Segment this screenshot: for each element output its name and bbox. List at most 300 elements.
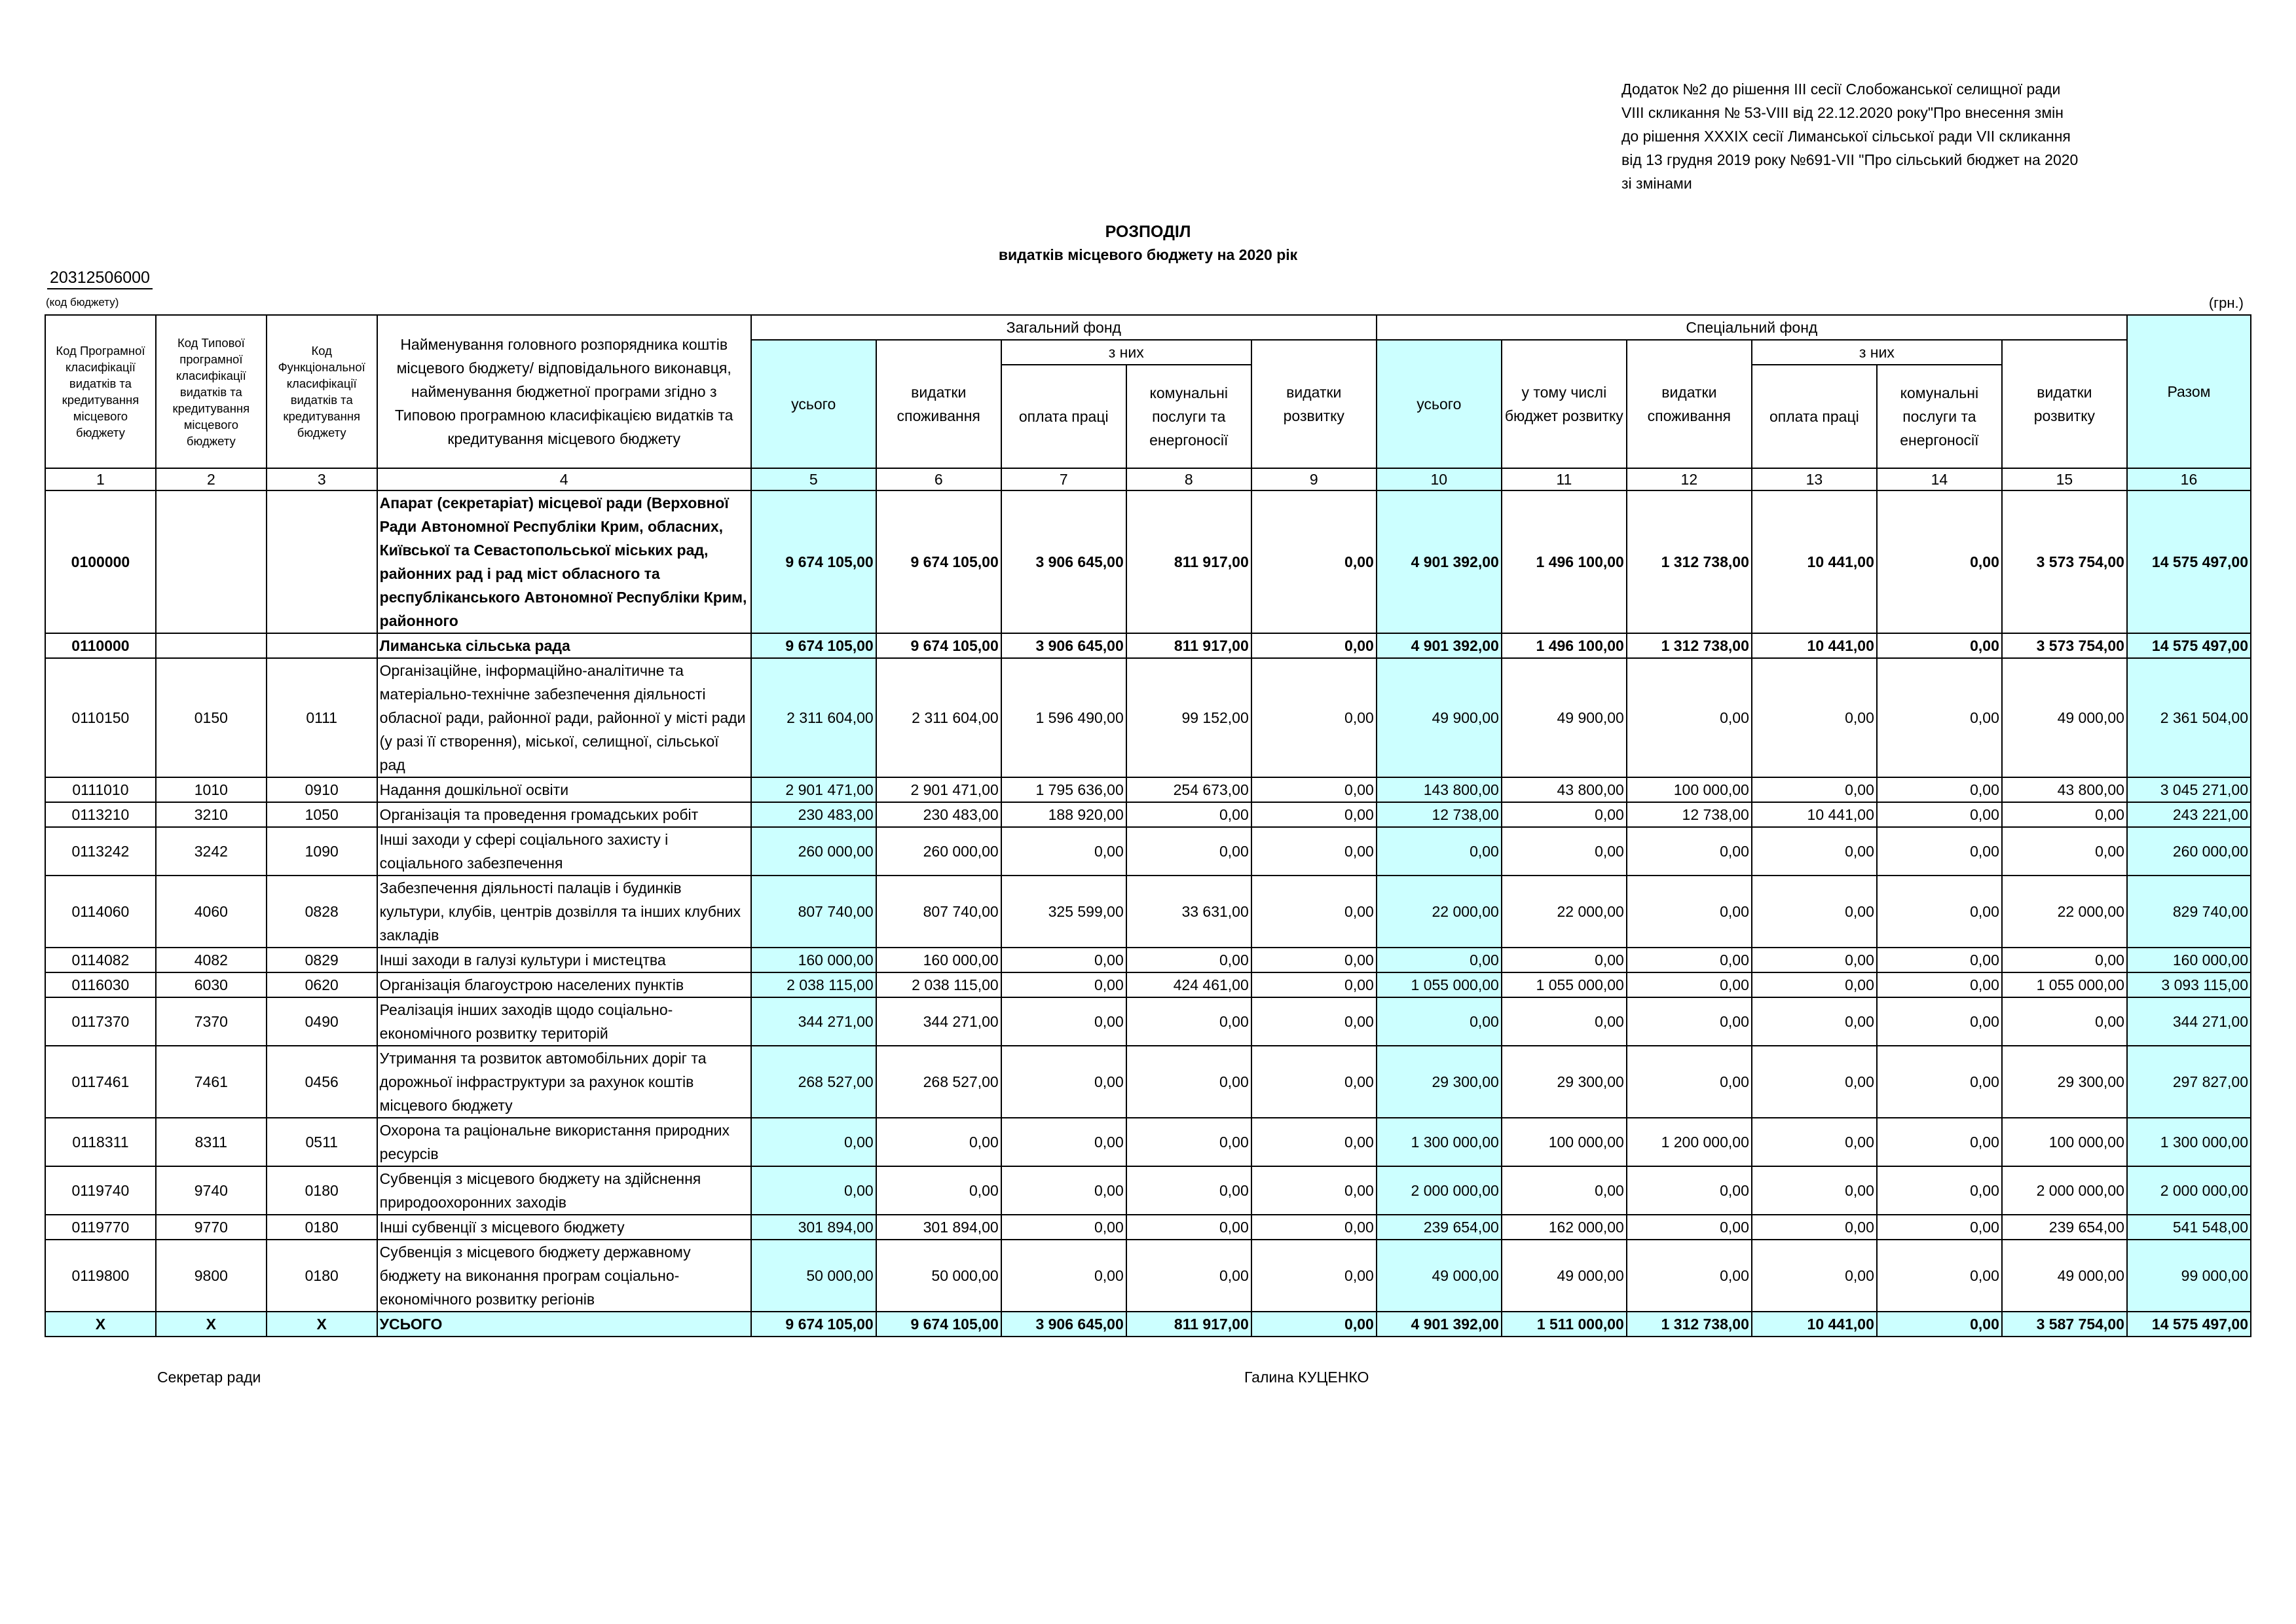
- cell-amount: 9 674 105,00: [876, 633, 1001, 658]
- header-sf-consumption: видатки споживання: [1627, 340, 1752, 468]
- cell-amount: 0,00: [1627, 1240, 1752, 1312]
- header-ktpk: Код Типової програмної класифікації видатків та кредитування місцевого бюджету: [156, 315, 267, 468]
- total-row: [45, 1312, 2251, 1337]
- column-number: 6: [876, 468, 1001, 490]
- expenditure-table: [45, 314, 2251, 1337]
- cell-program-name: Надання дошкільної освіти: [377, 777, 751, 802]
- cell-amount: 811 917,00: [1126, 633, 1251, 658]
- cell-amount: 260 000,00: [876, 827, 1001, 876]
- cell-kpk: 0100000: [45, 490, 156, 633]
- table-row: [45, 948, 2251, 972]
- cell-amount: 2 000 000,00: [1377, 1166, 1502, 1215]
- cell-program-name: Апарат (секретаріат) місцевої ради (Верховної Ради Автономної Республіки Крим, обласних, Київської та Севастопольської міських рад, районних рад і рад міст обласного та республіканського Автономної Республіки Крим, районного: [377, 490, 751, 633]
- cell-amount: 0,00: [1126, 1166, 1251, 1215]
- cell-amount: 0,00: [1877, 658, 2002, 777]
- cell-amount: 1 300 000,00: [2127, 1118, 2251, 1166]
- cell-kpk: 0114082: [45, 948, 156, 972]
- cell-kfk: [267, 633, 377, 658]
- table-row: [45, 972, 2251, 997]
- column-number: 15: [2002, 468, 2127, 490]
- cell-amount: 49 900,00: [1377, 658, 1502, 777]
- cell-amount: 0,00: [1377, 997, 1502, 1046]
- cell-amount: 541 548,00: [2127, 1215, 2251, 1240]
- cell-amount: 0,00: [1752, 876, 1877, 948]
- cell-kfk: 1050: [267, 802, 377, 827]
- cell-amount: 0,00: [1001, 1166, 1126, 1215]
- header-sf-wages: оплата праці: [1752, 365, 1877, 468]
- cell-amount: 0,00: [1001, 1118, 1126, 1166]
- cell-amount: 4 901 392,00: [1377, 633, 1502, 658]
- cell-amount: 29 300,00: [1377, 1046, 1502, 1118]
- cell-amount: 49 900,00: [1502, 658, 1627, 777]
- header-gf-utilities: комунальні послуги та енергоносії: [1126, 365, 1251, 468]
- cell-amount: 811 917,00: [1126, 490, 1251, 633]
- cell-amount: 50 000,00: [876, 1240, 1001, 1312]
- cell-ktpk: 8311: [156, 1118, 267, 1166]
- cell-amount: 1 312 738,00: [1627, 490, 1752, 633]
- column-number: 13: [1752, 468, 1877, 490]
- table-row: [45, 1166, 2251, 1215]
- cell-amount: 2 311 604,00: [876, 658, 1001, 777]
- cell-amount: 0,00: [1377, 948, 1502, 972]
- budget-code: 20312506000: [47, 268, 153, 289]
- cell-amount: 230 483,00: [876, 802, 1001, 827]
- cell-amount: 0,00: [1251, 658, 1377, 777]
- header-gf-wages: оплата праці: [1001, 365, 1126, 468]
- cell-ktpk: 9740: [156, 1166, 267, 1215]
- column-number: 1: [45, 468, 156, 490]
- cell-amount: 0,00: [1001, 972, 1126, 997]
- decree-line: VІІІ скликання № 53-VІІІ від 22.12.2020 року"Про внесення змін: [1621, 104, 2064, 121]
- cell-amount: 0,00: [1877, 1240, 2002, 1312]
- cell-kpk: 0110000: [45, 633, 156, 658]
- cell-amount: 1 312 738,00: [1627, 633, 1752, 658]
- cell-amount: 0,00: [1126, 997, 1251, 1046]
- cell-ktpk: [156, 490, 267, 633]
- table-row: [45, 802, 2251, 827]
- header-sf-total: усього: [1377, 340, 1502, 468]
- cell-amount: 1 055 000,00: [1502, 972, 1627, 997]
- cell-amount: 0,00: [1752, 827, 1877, 876]
- cell-amount: 0,00: [1627, 1046, 1752, 1118]
- cell-amount: 143 800,00: [1377, 777, 1502, 802]
- cell-amount: 0,00: [1877, 1215, 2002, 1240]
- cell-amount: 2 038 115,00: [751, 972, 876, 997]
- header-gf-consumption: видатки споживання: [876, 340, 1001, 468]
- cell-amount: 0,00: [1877, 802, 2002, 827]
- cell-amount: 9 674 105,00: [751, 633, 876, 658]
- cell-amount: 268 527,00: [751, 1046, 876, 1118]
- cell-program-name: Організація та проведення громадських робіт: [377, 802, 751, 827]
- cell-amount: 49 000,00: [2002, 1240, 2127, 1312]
- cell-amount: 0,00: [1752, 948, 1877, 972]
- cell-amount: 829 740,00: [2127, 876, 2251, 948]
- cell-ktpk: 9770: [156, 1215, 267, 1240]
- cell-amount: 0,00: [1251, 876, 1377, 948]
- cell-amount: 230 483,00: [751, 802, 876, 827]
- cell-amount: 0,00: [1001, 1046, 1126, 1118]
- cell-amount: 0,00: [1251, 1240, 1377, 1312]
- table-row: [45, 1215, 2251, 1240]
- cell-amount: 0,00: [1251, 997, 1377, 1046]
- cell-kfk: X: [267, 1312, 377, 1337]
- cell-amount: 0,00: [1502, 948, 1627, 972]
- cell-amount: 0,00: [1752, 1215, 1877, 1240]
- cell-amount: 2 000 000,00: [2002, 1166, 2127, 1215]
- cell-amount: 0,00: [1627, 827, 1752, 876]
- cell-program-name: Реалізація інших заходів щодо соціально-економічного розвитку територій: [377, 997, 751, 1046]
- cell-program-name: Утримання та розвиток автомобільних доріг та дорожньої інфраструктури за рахунок коштів місцевого бюджету: [377, 1046, 751, 1118]
- cell-amount: 12 738,00: [1377, 802, 1502, 827]
- cell-amount: 0,00: [1627, 997, 1752, 1046]
- cell-amount: 2 901 471,00: [751, 777, 876, 802]
- decree-line: зі змінами: [1621, 175, 1692, 192]
- cell-amount: 424 461,00: [1126, 972, 1251, 997]
- header-general-fund: Загальний фонд: [751, 315, 1377, 340]
- cell-amount: 0,00: [1251, 1215, 1377, 1240]
- cell-amount: 10 441,00: [1752, 802, 1877, 827]
- cell-amount: 0,00: [1627, 658, 1752, 777]
- cell-amount: 0,00: [1251, 777, 1377, 802]
- cell-amount: 50 000,00: [751, 1240, 876, 1312]
- column-number: 2: [156, 468, 267, 490]
- cell-program-name: Забезпечення діяльності палаців i будинків культури, клубів, центрів дозвілля та iнших клубних закладів: [377, 876, 751, 948]
- cell-amount: 3 906 645,00: [1001, 1312, 1126, 1337]
- cell-amount: 14 575 497,00: [2127, 633, 2251, 658]
- decree-line: від 13 грудня 2019 року №691-VІІ "Про сільський бюджет на 2020: [1621, 151, 2079, 168]
- cell-amount: 43 800,00: [2002, 777, 2127, 802]
- cell-amount: 1 055 000,00: [2002, 972, 2127, 997]
- cell-amount: 239 654,00: [2002, 1215, 2127, 1240]
- cell-kpk: X: [45, 1312, 156, 1337]
- cell-kpk: 0117370: [45, 997, 156, 1046]
- cell-amount: 0,00: [1251, 972, 1377, 997]
- cell-amount: 9 674 105,00: [876, 490, 1001, 633]
- header-sf-of-which: з них: [1752, 340, 2002, 365]
- cell-amount: 807 740,00: [876, 876, 1001, 948]
- cell-amount: 0,00: [1752, 972, 1877, 997]
- cell-amount: 3 045 271,00: [2127, 777, 2251, 802]
- cell-kfk: 0829: [267, 948, 377, 972]
- cell-amount: 344 271,00: [2127, 997, 2251, 1046]
- table-row: [45, 633, 2251, 658]
- header-sf-development: видатки розвитку: [2002, 340, 2127, 468]
- cell-amount: 0,00: [2002, 948, 2127, 972]
- budget-code-label: (код бюджету): [46, 296, 119, 308]
- cell-ktpk: [156, 633, 267, 658]
- cell-amount: 9 674 105,00: [751, 1312, 876, 1337]
- cell-amount: 4 901 392,00: [1377, 1312, 1502, 1337]
- cell-kfk: 0111: [267, 658, 377, 777]
- cell-kfk: 1090: [267, 827, 377, 876]
- cell-amount: 0,00: [1251, 802, 1377, 827]
- cell-amount: 297 827,00: [2127, 1046, 2251, 1118]
- cell-ktpk: 6030: [156, 972, 267, 997]
- cell-kfk: 0511: [267, 1118, 377, 1166]
- column-number: 12: [1627, 468, 1752, 490]
- cell-amount: 3 906 645,00: [1001, 490, 1126, 633]
- table-row: [45, 997, 2251, 1046]
- cell-amount: 160 000,00: [2127, 948, 2251, 972]
- cell-ktpk: 3210: [156, 802, 267, 827]
- cell-amount: 9 674 105,00: [876, 1312, 1001, 1337]
- table-body: [45, 490, 2251, 1337]
- cell-amount: 0,00: [1126, 802, 1251, 827]
- cell-kpk: 0114060: [45, 876, 156, 948]
- cell-amount: 49 000,00: [2002, 658, 2127, 777]
- header-gf-total: усього: [751, 340, 876, 468]
- cell-amount: 0,00: [751, 1118, 876, 1166]
- header-sf-utilities: комунальні послуги та енергоносії: [1877, 365, 2002, 468]
- cell-amount: 0,00: [1627, 1215, 1752, 1240]
- column-number: 9: [1251, 468, 1377, 490]
- cell-amount: 100 000,00: [1502, 1118, 1627, 1166]
- cell-amount: 22 000,00: [2002, 876, 2127, 948]
- decree-note: [1621, 77, 2276, 195]
- cell-amount: 0,00: [1377, 827, 1502, 876]
- cell-amount: 0,00: [1251, 633, 1377, 658]
- cell-amount: 0,00: [1126, 1215, 1251, 1240]
- column-number: 16: [2127, 468, 2251, 490]
- cell-amount: 0,00: [1001, 997, 1126, 1046]
- page-title: РОЗПОДІЛ: [1105, 223, 1191, 241]
- cell-amount: 0,00: [1752, 1240, 1877, 1312]
- cell-amount: 99 000,00: [2127, 1240, 2251, 1312]
- column-number: 5: [751, 468, 876, 490]
- cell-program-name: Лиманська сільська рада: [377, 633, 751, 658]
- table-row: [45, 658, 2251, 777]
- cell-ktpk: 3242: [156, 827, 267, 876]
- cell-amount: 12 738,00: [1627, 802, 1752, 827]
- cell-amount: 0,00: [1627, 972, 1752, 997]
- cell-amount: 268 527,00: [876, 1046, 1001, 1118]
- cell-kpk: 0118311: [45, 1118, 156, 1166]
- cell-amount: 1 312 738,00: [1627, 1312, 1752, 1337]
- cell-kfk: 0456: [267, 1046, 377, 1118]
- cell-amount: 0,00: [876, 1118, 1001, 1166]
- cell-kfk: 0180: [267, 1166, 377, 1215]
- cell-kfk: 0180: [267, 1240, 377, 1312]
- cell-kfk: 0180: [267, 1215, 377, 1240]
- header-sum: Разом: [2127, 315, 2251, 468]
- cell-amount: 0,00: [1502, 827, 1627, 876]
- cell-amount: 301 894,00: [751, 1215, 876, 1240]
- cell-kfk: [267, 490, 377, 633]
- cell-amount: 0,00: [1877, 972, 2002, 997]
- cell-amount: 3 573 754,00: [2002, 490, 2127, 633]
- column-number-row: [45, 468, 2251, 490]
- cell-amount: 29 300,00: [2002, 1046, 2127, 1118]
- cell-kfk: 0910: [267, 777, 377, 802]
- cell-amount: 0,00: [1251, 948, 1377, 972]
- cell-kpk: 0119740: [45, 1166, 156, 1215]
- cell-amount: 0,00: [1502, 997, 1627, 1046]
- cell-amount: 4 901 392,00: [1377, 490, 1502, 633]
- cell-amount: 0,00: [1251, 827, 1377, 876]
- cell-amount: 1 200 000,00: [1627, 1118, 1752, 1166]
- cell-ktpk: 7461: [156, 1046, 267, 1118]
- cell-amount: 160 000,00: [751, 948, 876, 972]
- cell-amount: 1 300 000,00: [1377, 1118, 1502, 1166]
- cell-program-name: Інші заходи в галузі культури і мистецтва: [377, 948, 751, 972]
- cell-kpk: 0119770: [45, 1215, 156, 1240]
- table-row: [45, 490, 2251, 633]
- cell-amount: 0,00: [1877, 1118, 2002, 1166]
- signature-position: Секретар ради: [157, 1369, 261, 1386]
- cell-amount: 0,00: [2002, 802, 2127, 827]
- table-row: [45, 1046, 2251, 1118]
- column-number: 10: [1377, 468, 1502, 490]
- cell-amount: 3 573 754,00: [2002, 633, 2127, 658]
- cell-amount: 2 901 471,00: [876, 777, 1001, 802]
- cell-amount: 0,00: [1752, 1118, 1877, 1166]
- cell-amount: 301 894,00: [876, 1215, 1001, 1240]
- cell-program-name: Організаційне, інформаційно-аналітичне та матеріально-технічне забезпечення діяльності обласної ради, районної ради, районної у місті ради (у разі її створення), міської, селищної, сільської рад: [377, 658, 751, 777]
- cell-kfk: 0490: [267, 997, 377, 1046]
- cell-amount: 0,00: [1877, 1312, 2002, 1337]
- cell-amount: 29 300,00: [1502, 1046, 1627, 1118]
- header-special-fund: Спеціальний фонд: [1377, 315, 2127, 340]
- cell-amount: 0,00: [1877, 1046, 2002, 1118]
- cell-amount: 0,00: [1502, 802, 1627, 827]
- cell-amount: 0,00: [1752, 997, 1877, 1046]
- cell-program-name: УСЬОГО: [377, 1312, 751, 1337]
- cell-amount: 100 000,00: [1627, 777, 1752, 802]
- cell-program-name: Охорона та раціональне використання природних ресурсів: [377, 1118, 751, 1166]
- header-gf-of-which: з них: [1001, 340, 1251, 365]
- cell-amount: 254 673,00: [1126, 777, 1251, 802]
- column-number: 4: [377, 468, 751, 490]
- table-row: [45, 777, 2251, 802]
- cell-kpk: 0113242: [45, 827, 156, 876]
- cell-amount: 162 000,00: [1502, 1215, 1627, 1240]
- cell-amount: 1 596 490,00: [1001, 658, 1126, 777]
- cell-amount: 10 441,00: [1752, 490, 1877, 633]
- cell-amount: 0,00: [1627, 948, 1752, 972]
- cell-amount: 49 000,00: [1502, 1240, 1627, 1312]
- column-number: 8: [1126, 468, 1251, 490]
- cell-amount: 1 496 100,00: [1502, 490, 1627, 633]
- cell-amount: 14 575 497,00: [2127, 1312, 2251, 1337]
- cell-kpk: 0116030: [45, 972, 156, 997]
- cell-amount: 0,00: [1877, 997, 2002, 1046]
- cell-amount: 2 361 504,00: [2127, 658, 2251, 777]
- cell-amount: 1 795 636,00: [1001, 777, 1126, 802]
- cell-kfk: 0620: [267, 972, 377, 997]
- cell-amount: 0,00: [1877, 490, 2002, 633]
- cell-amount: 1 496 100,00: [1502, 633, 1627, 658]
- cell-amount: 0,00: [1126, 948, 1251, 972]
- header-kfk: Код Функціональної класифікації видатків та кредитування бюджету: [267, 315, 377, 468]
- cell-amount: 239 654,00: [1377, 1215, 1502, 1240]
- cell-kpk: 0111010: [45, 777, 156, 802]
- column-number: 3: [267, 468, 377, 490]
- cell-amount: 3 587 754,00: [2002, 1312, 2127, 1337]
- cell-amount: 0,00: [1251, 1118, 1377, 1166]
- cell-amount: 2 000 000,00: [2127, 1166, 2251, 1215]
- cell-program-name: Інші заходи у сфері соціального захисту і соціального забезпечення: [377, 827, 751, 876]
- cell-amount: 807 740,00: [751, 876, 876, 948]
- cell-amount: 0,00: [1001, 827, 1126, 876]
- cell-amount: 0,00: [2002, 997, 2127, 1046]
- cell-amount: 10 441,00: [1752, 633, 1877, 658]
- cell-amount: 160 000,00: [876, 948, 1001, 972]
- cell-amount: 0,00: [1752, 658, 1877, 777]
- cell-program-name: Субвенція з місцевого бюджету на здійснення природоохоронних заходів: [377, 1166, 751, 1215]
- cell-amount: 0,00: [1877, 876, 2002, 948]
- cell-ktpk: X: [156, 1312, 267, 1337]
- cell-amount: 0,00: [1627, 1166, 1752, 1215]
- cell-amount: 43 800,00: [1502, 777, 1627, 802]
- table-row: [45, 827, 2251, 876]
- cell-amount: 0,00: [1877, 777, 2002, 802]
- cell-kpk: 0113210: [45, 802, 156, 827]
- column-number: 14: [1877, 468, 2002, 490]
- header-gf-development: видатки розвитку: [1251, 340, 1377, 468]
- cell-amount: 0,00: [1126, 1118, 1251, 1166]
- header-kpk: Код Програмної класифікації видатків та кредитування місцевого бюджету: [45, 315, 156, 468]
- cell-amount: 1 511 000,00: [1502, 1312, 1627, 1337]
- cell-amount: 0,00: [1001, 1240, 1126, 1312]
- cell-amount: 344 271,00: [751, 997, 876, 1046]
- cell-ktpk: 0150: [156, 658, 267, 777]
- cell-amount: 22 000,00: [1377, 876, 1502, 948]
- cell-amount: 0,00: [1126, 1046, 1251, 1118]
- cell-amount: 22 000,00: [1502, 876, 1627, 948]
- cell-amount: 0,00: [1126, 827, 1251, 876]
- cell-amount: 0,00: [1502, 1166, 1627, 1215]
- cell-amount: 260 000,00: [2127, 827, 2251, 876]
- signature-name: Галина КУЦЕНКО: [1244, 1369, 1369, 1386]
- cell-amount: 0,00: [1752, 1046, 1877, 1118]
- cell-kpk: 0119800: [45, 1240, 156, 1312]
- cell-amount: 0,00: [751, 1166, 876, 1215]
- cell-amount: 0,00: [1627, 876, 1752, 948]
- cell-amount: 811 917,00: [1126, 1312, 1251, 1337]
- cell-amount: 188 920,00: [1001, 802, 1126, 827]
- cell-amount: 99 152,00: [1126, 658, 1251, 777]
- cell-amount: 0,00: [1251, 1166, 1377, 1215]
- cell-amount: 3 906 645,00: [1001, 633, 1126, 658]
- cell-amount: 2 311 604,00: [751, 658, 876, 777]
- page-subtitle: видатків місцевого бюджету на 2020 рік: [998, 246, 1298, 263]
- decree-line: Додаток №2 до рішення ІІІ сесії Слобожанської селищної ради: [1621, 81, 2061, 98]
- cell-amount: 9 674 105,00: [751, 490, 876, 633]
- cell-amount: 0,00: [1251, 1312, 1377, 1337]
- cell-amount: 0,00: [1001, 1215, 1126, 1240]
- cell-amount: 1 055 000,00: [1377, 972, 1502, 997]
- cell-amount: 3 093 115,00: [2127, 972, 2251, 997]
- cell-program-name: Інші субвенції з місцевого бюджету: [377, 1215, 751, 1240]
- column-number: 11: [1502, 468, 1627, 490]
- cell-amount: 325 599,00: [1001, 876, 1126, 948]
- table-row: [45, 1118, 2251, 1166]
- cell-amount: 14 575 497,00: [2127, 490, 2251, 633]
- cell-amount: 0,00: [1752, 777, 1877, 802]
- cell-kpk: 0110150: [45, 658, 156, 777]
- cell-ktpk: 4082: [156, 948, 267, 972]
- column-number: 7: [1001, 468, 1126, 490]
- cell-amount: 33 631,00: [1126, 876, 1251, 948]
- table-header: [45, 315, 2251, 490]
- cell-amount: 0,00: [876, 1166, 1001, 1215]
- currency-label: (грн.): [2208, 295, 2244, 311]
- cell-amount: 10 441,00: [1752, 1312, 1877, 1337]
- cell-amount: 0,00: [2002, 827, 2127, 876]
- cell-amount: 0,00: [1752, 1166, 1877, 1215]
- cell-ktpk: 9800: [156, 1240, 267, 1312]
- header-sf-dev-budget: у тому числі бюджет розвитку: [1502, 340, 1627, 468]
